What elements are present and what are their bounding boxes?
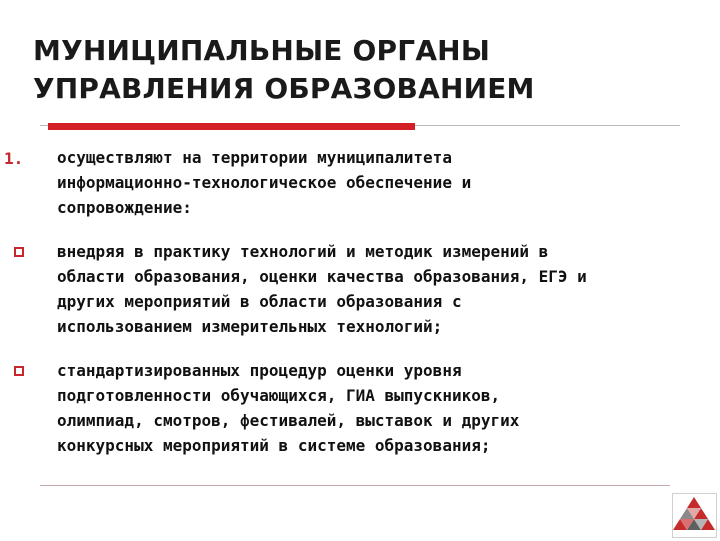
- checkbox-bullet-icon: [14, 366, 24, 376]
- title-accent-bar: [48, 123, 415, 130]
- slide-title-line-1: МУНИЦИПАЛЬНЫЕ ОРГАНЫ: [33, 34, 491, 67]
- tangram-triangles-logo-icon: [672, 493, 717, 538]
- list-item-numbered: [0, 145, 712, 220]
- list-item-bullet: [0, 239, 712, 339]
- list-item-line: сопровождение:: [57, 198, 192, 217]
- list-item-line: стандартизированных процедур оценки уровня: [57, 361, 462, 380]
- slide-title: [33, 32, 693, 108]
- list-item-line: конкурсных мероприятий в системе образования;: [57, 436, 491, 455]
- list-item-line: других мероприятий в области образования с: [57, 292, 462, 311]
- list-item-line: подготовленности обучающихся, ГИА выпускников,: [57, 386, 501, 405]
- list-item-line: области образования, оценки качества образования, ЕГЭ и: [57, 267, 587, 286]
- slide-title-line-2: УПРАВЛЕНИЯ ОБРАЗОВАНИЕМ: [33, 72, 535, 105]
- checkbox-bullet-icon: [14, 247, 24, 257]
- slide-content: [0, 145, 712, 477]
- footer-divider-line: [40, 485, 670, 486]
- list-item-line: осуществляют на территории муниципалитета: [57, 148, 452, 167]
- list-item-bullet: [0, 358, 712, 458]
- list-item-line: использованием измерительных технологий;: [57, 317, 443, 336]
- list-number: 1.: [4, 149, 24, 168]
- list-item-line: внедряя в практику технологий и методик измерений в: [57, 242, 549, 261]
- list-item-line: информационно-технологическое обеспечение и: [57, 173, 472, 192]
- list-item-line: олимпиад, смотров, фестивалей, выставок и других: [57, 411, 520, 430]
